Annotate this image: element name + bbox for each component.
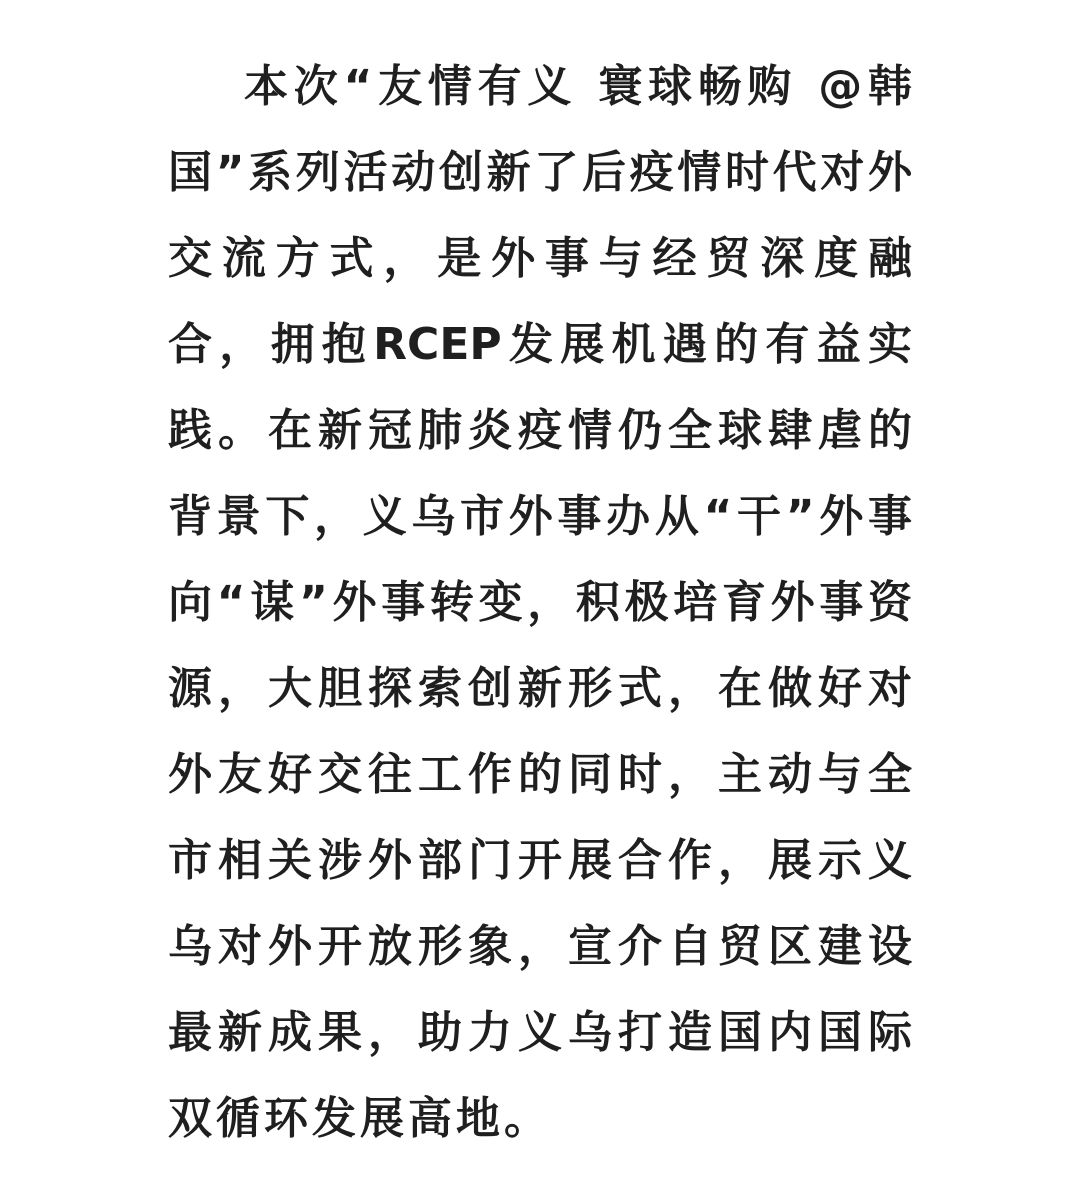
paragraph-line-6: 背景下，义乌市外事办从“干”外事 xyxy=(168,491,912,542)
paragraph-line-10: 市相关涉外部门开展合作，展示义 xyxy=(168,835,912,886)
paragraph-line-9: 外友好交往工作的同时，主动与全 xyxy=(168,749,912,800)
paragraph-line-3: 交流方式，是外事与经贸深度融 xyxy=(168,233,912,284)
paragraph-line-13: 双循环发展高地。 xyxy=(168,1093,552,1144)
paragraph-line-2: 国”系列活动创新了后疫情时代对外 xyxy=(168,147,912,198)
paragraph-line-8: 源，大胆探索创新形式，在做好对 xyxy=(168,663,912,714)
paragraph-line-7: 向“谋”外事转变，积极培育外事资 xyxy=(168,577,912,628)
paragraph-line-1: 本次“友情有义 寰球畅购 @韩 xyxy=(244,61,912,112)
article-paragraph xyxy=(168,44,912,1162)
paragraph-line-12: 最新成果，助力义乌打造国内国际 xyxy=(168,1007,912,1058)
paragraph-line-4: 合，拥抱RCEP发展机遇的有益实 xyxy=(168,319,912,370)
paragraph-line-11: 乌对外开放形象，宣介自贸区建设 xyxy=(168,921,912,972)
paragraph-line-5: 践。在新冠肺炎疫情仍全球肆虐的 xyxy=(168,405,912,456)
